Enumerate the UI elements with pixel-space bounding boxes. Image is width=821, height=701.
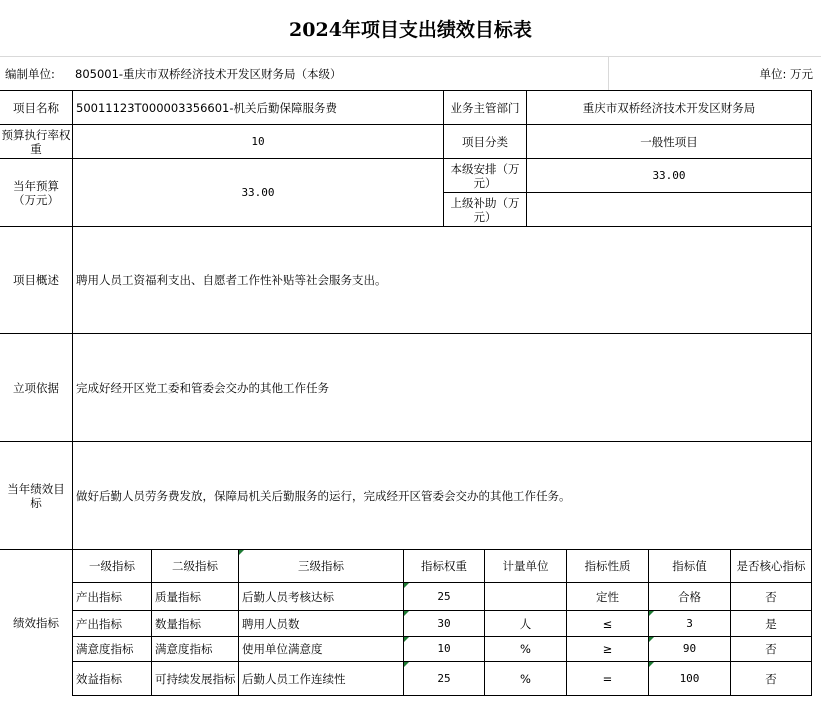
- header-level3: 三级指标: [238, 550, 403, 583]
- upper-subsidy-value: [526, 193, 812, 227]
- table-row-2-unit: 人: [484, 611, 566, 637]
- page-title: 2024年项目支出绩效目标表: [289, 18, 532, 41]
- table-row-3-level1: 满意度指标: [72, 637, 151, 662]
- overview-value: 聘用人员工资福利支出、自愿者工作性补贴等社会服务支出。: [72, 227, 812, 334]
- table-row-4-level1: 效益指标: [72, 662, 151, 696]
- currency-label: 单位: 万元: [608, 56, 821, 90]
- table-row-4-unit: %: [484, 662, 566, 696]
- table-row-2-core: 是: [730, 611, 812, 637]
- table-row-4-value: 100: [648, 662, 730, 696]
- budget-label: 当年预算（万元）: [0, 159, 72, 227]
- table-row-3-core: 否: [730, 637, 812, 662]
- unit-value: 805001-重庆市双桥经济技术开发区财务局（本级）: [72, 56, 608, 90]
- upper-subsidy-label: 上级补助（万元）: [443, 193, 526, 227]
- weight-value: 10: [72, 125, 443, 159]
- table-row-2-level1: 产出指标: [72, 611, 151, 637]
- table-row-1-core: 否: [730, 583, 812, 611]
- table-row-3-level3: 使用单位满意度: [238, 637, 403, 662]
- header-level1: 一级指标: [72, 550, 151, 583]
- table-row-1-level1: 产出指标: [72, 583, 151, 611]
- goal-value: 做好后勤人员劳务费发放，保障局机关后勤服务的运行，完成经开区管委会交办的其他工作任务。: [72, 442, 812, 550]
- table-row-1-weight: 25: [403, 583, 484, 611]
- header-value: 指标值: [648, 550, 730, 583]
- weight-label: 预算执行率权重: [0, 125, 72, 159]
- table-row-1-value: 合格: [648, 583, 730, 611]
- header-nature: 指标性质: [566, 550, 648, 583]
- basis-value: 完成好经开区党工委和管委会交办的其他工作任务: [72, 334, 812, 442]
- table-row-2-nature: ≤: [566, 611, 648, 637]
- table-row-3-weight: 10: [403, 637, 484, 662]
- unit-label: 编制单位:: [0, 56, 72, 90]
- budget-value: 33.00: [72, 159, 443, 227]
- basis-label: 立项依据: [0, 334, 72, 442]
- table-row-2-level3: 聘用人员数: [238, 611, 403, 637]
- table-row-4-nature: =: [566, 662, 648, 696]
- goal-label: 当年绩效目标: [0, 442, 72, 550]
- category-value: 一般性项目: [526, 125, 812, 159]
- table-row-4-level2: 可持续发展指标: [151, 662, 238, 696]
- header-unit: 计量单位: [484, 550, 566, 583]
- table-row-3-nature: ≥: [566, 637, 648, 662]
- project-name-value: 50011123T000003356601-机关后勤保障服务费: [72, 90, 443, 125]
- header-level2: 二级指标: [151, 550, 238, 583]
- table-row-4-core: 否: [730, 662, 812, 696]
- table-row-1-nature: 定性: [566, 583, 648, 611]
- table-row-1-level2: 质量指标: [151, 583, 238, 611]
- table-row-3-unit: %: [484, 637, 566, 662]
- dept-label: 业务主管部门: [443, 90, 526, 125]
- table-row-3-value: 90: [648, 637, 730, 662]
- header-weight: 指标权重: [403, 550, 484, 583]
- local-budget-label: 本级安排（万元）: [443, 159, 526, 193]
- table-row-4-level3: 后勤人员工作连续性: [238, 662, 403, 696]
- local-budget-value: 33.00: [526, 159, 812, 193]
- table-row-4-weight: 25: [403, 662, 484, 696]
- category-label: 项目分类: [443, 125, 526, 159]
- overview-label: 项目概述: [0, 227, 72, 334]
- header-core: 是否核心指标: [730, 550, 812, 583]
- table-row-2-level2: 数量指标: [151, 611, 238, 637]
- project-name-label: 项目名称: [0, 90, 72, 125]
- dept-value: 重庆市双桥经济技术开发区财务局: [526, 90, 812, 125]
- table-row-2-weight: 30: [403, 611, 484, 637]
- table-row-1-unit: [484, 583, 566, 611]
- table-row-1-level3: 后勤人员考核达标: [238, 583, 403, 611]
- table-row-3-level2: 满意度指标: [151, 637, 238, 662]
- table-row-2-value: 3: [648, 611, 730, 637]
- indicators-label: 绩效指标: [13, 616, 59, 630]
